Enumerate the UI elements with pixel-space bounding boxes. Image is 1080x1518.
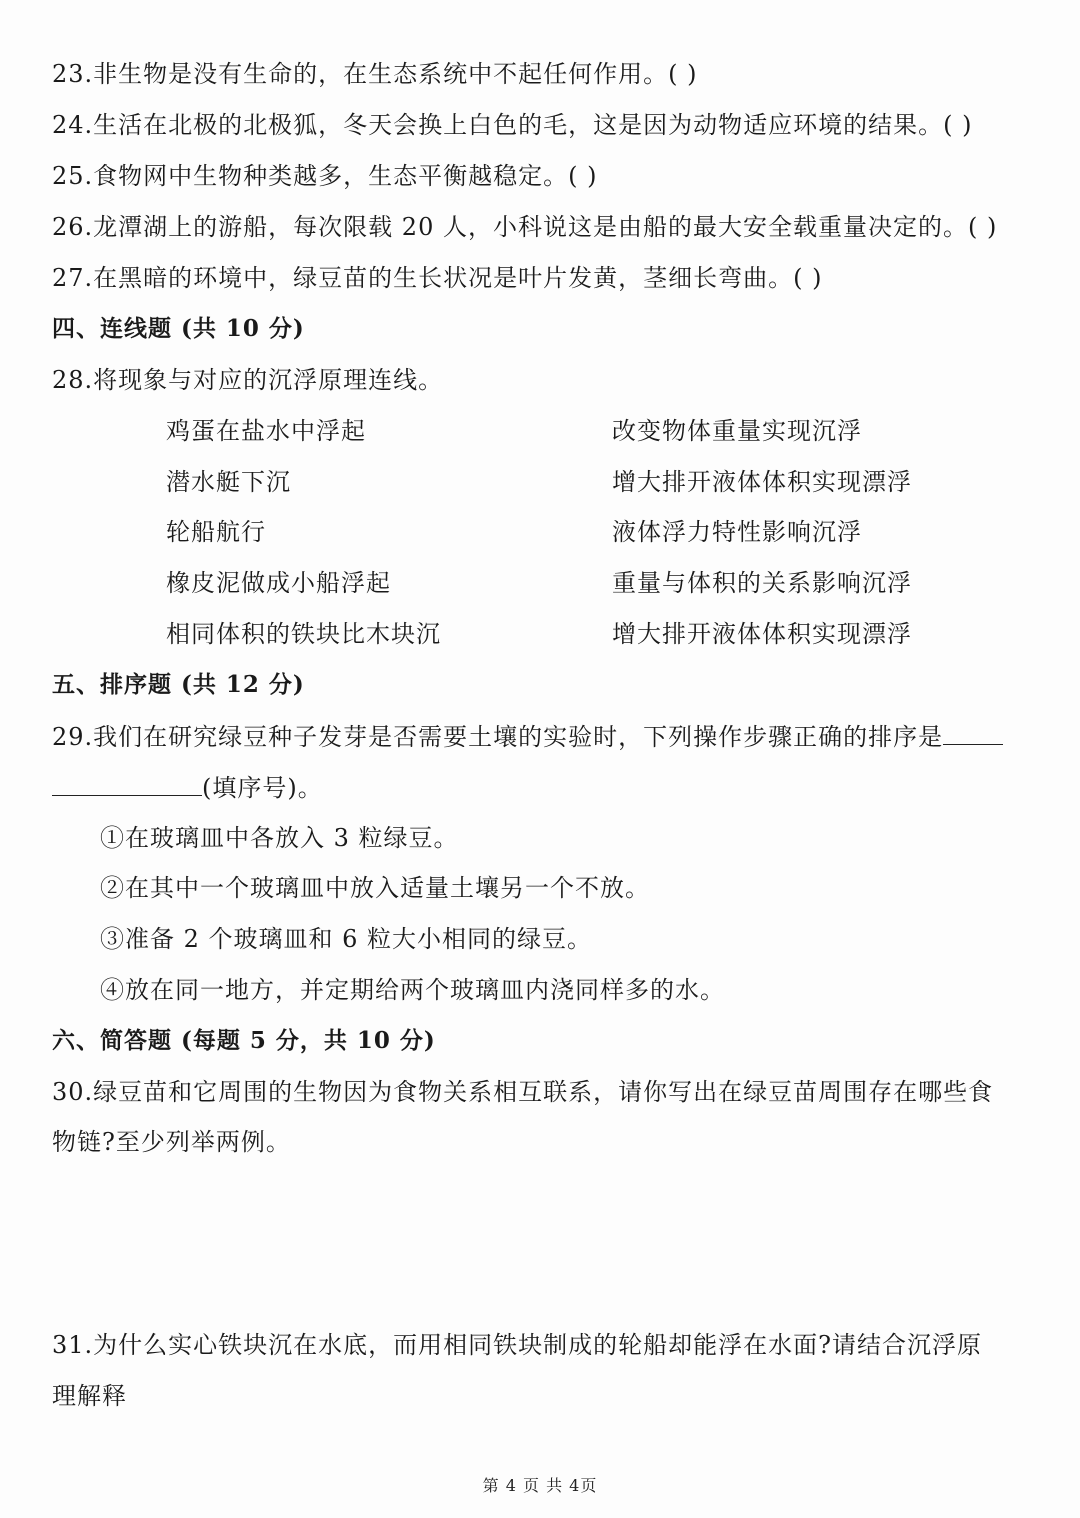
question-31-line1: 31.为什么实心铁块沉在水底，而用相同铁块制成的轮船却能浮在水面?请结合沉浮原 bbox=[52, 1331, 983, 1359]
answer-blank[interactable] bbox=[943, 720, 1003, 745]
matching-left-item: 相同体积的铁块比木块沉 bbox=[166, 620, 441, 648]
question-29-suffix: (填序号)。 bbox=[202, 774, 323, 802]
matching-right-item: 增大排开液体体积实现漂浮 bbox=[612, 620, 912, 648]
matching-left-item: 橡皮泥做成小船浮起 bbox=[166, 569, 391, 597]
step-item: ③准备 2 个玻璃皿和 6 粒大小相同的绿豆。 bbox=[100, 925, 593, 953]
question-29-text: 29.我们在研究绿豆种子发芽是否需要土壤的实验时，下列操作步骤正确的排序是 bbox=[52, 723, 944, 751]
question-28: 28.将现象与对应的沉浮原理连线。 bbox=[52, 366, 444, 394]
page-footer: 第 4 页 共 4页 bbox=[482, 1476, 598, 1495]
question-31-line2: 理解释 bbox=[52, 1382, 127, 1410]
step-item: ①在玻璃皿中各放入 3 粒绿豆。 bbox=[100, 824, 459, 852]
matching-left-item: 轮船航行 bbox=[166, 518, 266, 546]
matching-right-item: 重量与体积的关系影响沉浮 bbox=[612, 569, 912, 597]
question-30-line1: 30.绿豆苗和它周围的生物因为食物关系相互联系，请你写出在绿豆苗周围存在哪些食 bbox=[52, 1078, 994, 1106]
matching-right-item: 液体浮力特性影响沉浮 bbox=[612, 518, 862, 546]
question-30-line2: 物链?至少列举两例。 bbox=[52, 1128, 291, 1156]
question-24: 24.生活在北极的北极狐，冬天会换上白色的毛，这是因为动物适应环境的结果。( ) bbox=[52, 111, 973, 139]
step-item: ②在其中一个玻璃皿中放入适量土壤另一个不放。 bbox=[100, 874, 650, 902]
section-4-heading: 四、连线题 (共 10 分) bbox=[52, 315, 305, 342]
question-29-line2 bbox=[52, 771, 323, 804]
matching-left-item: 鸡蛋在盐水中浮起 bbox=[166, 417, 366, 445]
matching-right-item: 改变物体重量实现沉浮 bbox=[612, 417, 862, 445]
question-26: 26.龙潭湖上的游船，每次限载 20 人，小科说这是由船的最大安全载重量决定的。( ) bbox=[52, 213, 998, 241]
step-item: ④放在同一地方，并定期给两个玻璃皿内浇同样多的水。 bbox=[100, 976, 725, 1004]
answer-blank-continued[interactable] bbox=[52, 771, 202, 796]
question-25: 25.食物网中生物种类越多，生态平衡越稳定。( ) bbox=[52, 162, 598, 190]
question-29-line1 bbox=[52, 720, 1003, 753]
section-5-heading: 五、排序题 (共 12 分) bbox=[52, 671, 305, 698]
question-23: 23.非生物是没有生命的，在生态系统中不起任何作用。( ) bbox=[52, 60, 698, 88]
matching-left-item: 潜水艇下沉 bbox=[166, 468, 291, 496]
matching-right-item: 增大排开液体体积实现漂浮 bbox=[612, 468, 912, 496]
section-6-heading: 六、简答题 (每题 5 分，共 10 分) bbox=[52, 1027, 436, 1054]
question-27: 27.在黑暗的环境中，绿豆苗的生长状况是叶片发黄，茎细长弯曲。( ) bbox=[52, 264, 823, 292]
